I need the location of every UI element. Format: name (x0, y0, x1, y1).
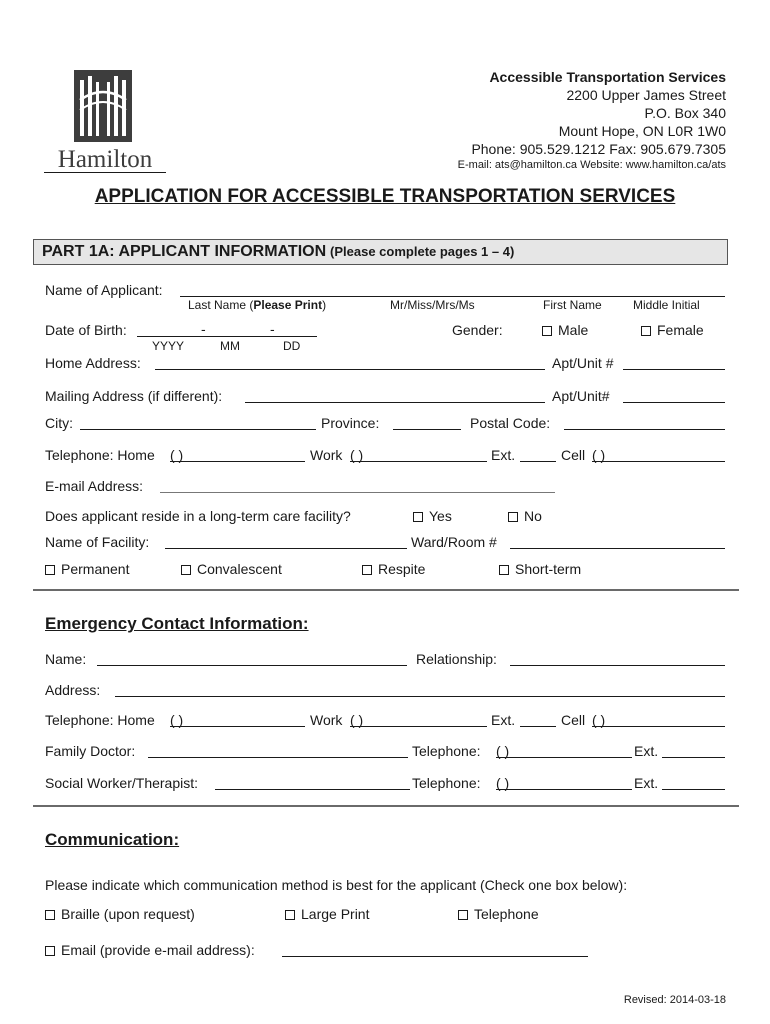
email-checkbox[interactable] (45, 946, 55, 956)
mailing-address-line[interactable] (245, 402, 545, 403)
ward-room-label: Ward/Room # (411, 534, 497, 550)
email-website: E-mail: ats@hamilton.ca Website: www.hamilton.ca/ats (457, 159, 726, 171)
short-term-option[interactable]: Short-term (499, 561, 581, 577)
applicant-name-label: Name of Applicant: (45, 282, 163, 298)
org-address-block (458, 68, 726, 173)
ec-name-label: Name: (45, 651, 87, 667)
social-worker-label: Social Worker/Therapist: (45, 775, 199, 791)
email-option[interactable]: Email (provide e-mail address): (45, 942, 255, 958)
facility-label: Name of Facility: (45, 534, 150, 550)
first-name-caption: First Name (543, 298, 602, 312)
street-address: 2200 Upper James Street (566, 87, 726, 103)
ec-tel-home-paren: ( ) (170, 712, 184, 728)
ec-tel-cell-paren: ( ) (592, 712, 606, 728)
apt-unit-line[interactable] (623, 369, 725, 370)
telephone-checkbox[interactable] (458, 910, 468, 920)
city-postal: Mount Hope, ON L0R 1W0 (558, 123, 726, 139)
family-doctor-line[interactable] (148, 757, 408, 758)
city-line[interactable] (80, 429, 316, 430)
home-address-line[interactable] (155, 369, 545, 370)
fd-ext-label: Ext. (634, 743, 659, 759)
dob-line[interactable] (137, 336, 317, 337)
city-label: City: (45, 415, 73, 431)
tel-home-label: Telephone: Home (45, 447, 155, 463)
applicant-name-line[interactable] (180, 296, 725, 297)
ec-tel-ext-label: Ext. (491, 712, 516, 728)
sw-telephone-line[interactable] (496, 789, 632, 790)
form-title: APPLICATION FOR ACCESSIBLE TRANSPORTATION SERVICES (94, 186, 676, 207)
ltc-question: Does applicant reside in a long-term care facility? (45, 508, 351, 524)
dob-sep-1: - (201, 321, 206, 337)
dob-label: Date of Birth: (45, 322, 127, 338)
hamilton-crest-icon (74, 70, 132, 142)
hamilton-logo (44, 70, 166, 174)
permanent-option[interactable]: Permanent (45, 561, 129, 577)
convalescent-option[interactable]: Convalescent (181, 561, 282, 577)
dept-name: Accessible Transportation Services (489, 69, 726, 85)
home-address-label: Home Address: (45, 355, 141, 371)
ec-tel-cell-label: Cell (561, 712, 586, 728)
email-address-line[interactable] (282, 956, 588, 957)
communication-instruction: Please indicate which communication method is best for the applicant (Check one box below): (45, 877, 628, 893)
email-label: E-mail Address: (45, 478, 144, 494)
dd-caption: DD (283, 339, 301, 353)
email-line[interactable] (160, 492, 555, 493)
family-doctor-label: Family Doctor: (45, 743, 136, 759)
male-option[interactable]: Male (542, 322, 588, 338)
ward-room-line[interactable] (510, 548, 725, 549)
fd-telephone-paren: ( ) (496, 743, 510, 759)
logo-wordmark: Hamilton (57, 146, 153, 173)
part1a-title: PART 1A: APPLICANT INFORMATION (42, 243, 327, 260)
revised-date: Revised: 2014-03-18 (623, 994, 726, 1006)
ltc-yes-checkbox[interactable] (413, 512, 423, 522)
phone-fax: Phone: 905.529.1212 Fax: 905.679.7305 (471, 141, 726, 157)
fd-telephone-label: Telephone: (412, 743, 481, 759)
communication-heading: Communication: (45, 830, 180, 849)
tel-cell-label: Cell (561, 447, 586, 463)
ec-tel-work-paren: ( ) (350, 712, 364, 728)
tel-ext-label: Ext. (491, 447, 516, 463)
fd-telephone-line[interactable] (496, 757, 632, 758)
ec-tel-cell-line[interactable] (592, 726, 725, 727)
ec-tel-work-label: Work (310, 712, 343, 728)
section-divider-1 (33, 589, 739, 591)
sw-telephone-paren: ( ) (496, 775, 510, 791)
part1a-note: (Please complete pages 1 – 4) (330, 244, 515, 259)
tel-home-line[interactable] (170, 461, 305, 462)
ec-tel-ext-line[interactable] (520, 726, 556, 727)
section-divider-2 (33, 805, 739, 807)
tel-cell-paren: ( ) (592, 447, 606, 463)
ec-tel-work-line[interactable] (350, 726, 487, 727)
ec-address-line[interactable] (115, 696, 725, 697)
ltc-yes-option[interactable]: Yes (413, 508, 452, 524)
respite-option[interactable]: Respite (362, 561, 425, 577)
braille-option[interactable]: Braille (upon request) (45, 906, 195, 922)
part1a-header (33, 239, 728, 265)
large-print-checkbox[interactable] (285, 910, 295, 920)
braille-checkbox[interactable] (45, 910, 55, 920)
large-print-option[interactable]: Large Print (285, 906, 369, 922)
tel-work-line[interactable] (350, 461, 487, 462)
mailing-address-label: Mailing Address (if different): (45, 388, 223, 404)
facility-line[interactable] (165, 548, 407, 549)
province-label: Province: (321, 415, 380, 431)
apt-unit-label: Apt/Unit # (552, 355, 614, 371)
male-checkbox[interactable] (542, 326, 552, 336)
postal-code-line[interactable] (564, 429, 725, 430)
last-name-caption: Last Name (Please Print) (188, 298, 327, 312)
sw-ext-line[interactable] (662, 789, 725, 790)
ec-relationship-line[interactable] (510, 665, 725, 666)
ec-relationship-label: Relationship: (416, 651, 497, 667)
sw-ext-label: Ext. (634, 775, 659, 791)
ltc-no-checkbox[interactable] (508, 512, 518, 522)
ec-address-label: Address: (45, 682, 101, 698)
ec-tel-home-label: Telephone: Home (45, 712, 155, 728)
apt-unit2-line[interactable] (623, 402, 725, 403)
tel-work-paren: ( ) (350, 447, 364, 463)
tel-cell-line[interactable] (592, 461, 725, 462)
emergency-heading: Emergency Contact Information: (45, 614, 309, 633)
dob-sep-2: - (270, 321, 275, 337)
tel-ext-line[interactable] (520, 461, 556, 462)
apt-unit2-label: Apt/Unit# (552, 388, 610, 404)
province-line[interactable] (393, 429, 461, 430)
convalescent-checkbox[interactable] (181, 565, 191, 575)
gender-label: Gender: (452, 322, 503, 338)
telephone-option[interactable]: Telephone (458, 906, 539, 922)
permanent-checkbox[interactable] (45, 565, 55, 575)
mm-caption: MM (220, 339, 240, 353)
tel-home-paren: ( ) (170, 447, 184, 463)
postal-code-label: Postal Code: (470, 415, 551, 431)
sw-telephone-label: Telephone: (412, 775, 481, 791)
yyyy-caption: YYYY (152, 339, 185, 353)
short-term-checkbox[interactable] (499, 565, 509, 575)
tel-work-label: Work (310, 447, 343, 463)
middle-initial-caption: Middle Initial (633, 298, 700, 312)
fd-ext-line[interactable] (662, 757, 725, 758)
ec-tel-home-line[interactable] (170, 726, 305, 727)
ec-name-line[interactable] (97, 665, 407, 666)
po-box: P.O. Box 340 (644, 105, 726, 121)
female-option[interactable]: Female (641, 322, 704, 338)
title-caption: Mr/Miss/Mrs/Ms (390, 298, 475, 312)
social-worker-line[interactable] (215, 789, 410, 790)
ltc-no-option[interactable]: No (508, 508, 542, 524)
female-checkbox[interactable] (641, 326, 651, 336)
respite-checkbox[interactable] (362, 565, 372, 575)
